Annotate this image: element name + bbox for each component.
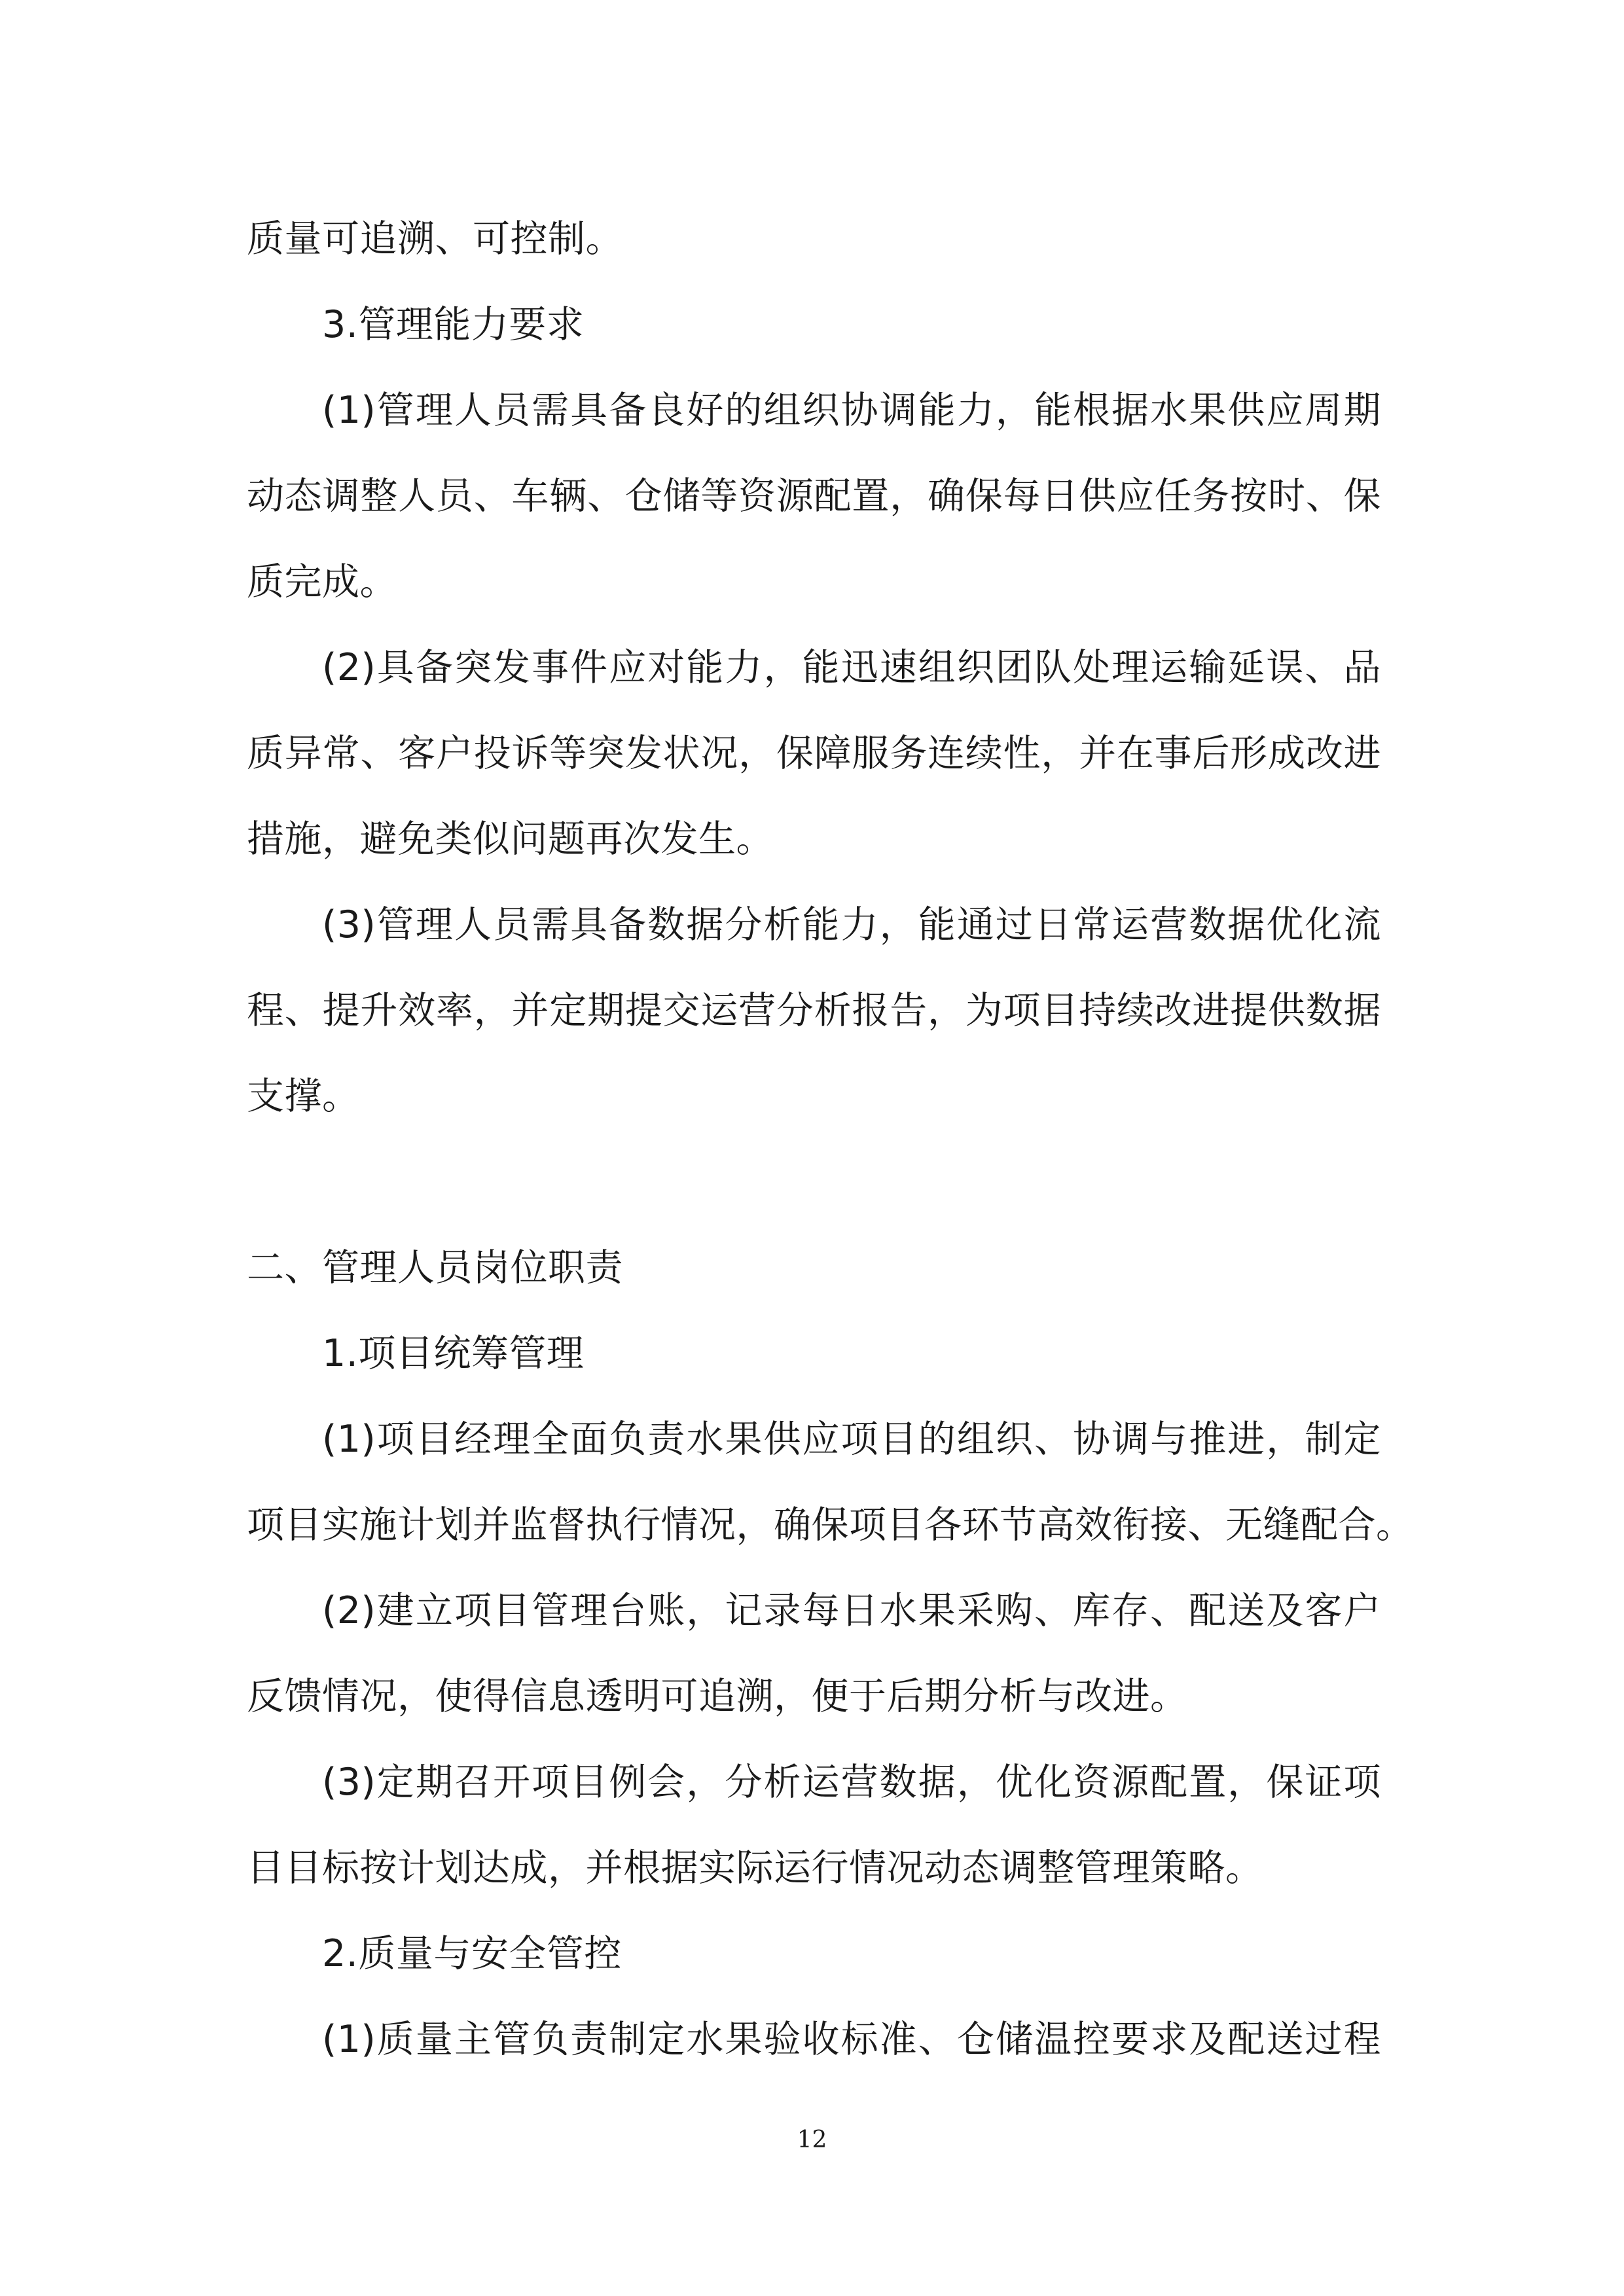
document-body (247, 196, 1414, 2083)
paragraph-line: 质完成。 (247, 560, 397, 603)
paragraph-line: (3)定期召开项目例会，分析运营数据，优化资源配置，保证项 (322, 1761, 1381, 1804)
page-number: 12 (797, 2126, 827, 2153)
subsection-heading: 3.管理能力要求 (322, 303, 585, 346)
paragraph-line: (1)管理人员需具备良好的组织协调能力，能根据水果供应周期 (322, 389, 1381, 432)
paragraph-line: 项目实施计划并监督执行情况，确保项目各环节高效衔接、无缝配合。 (247, 1503, 1414, 1547)
paragraph-line: 目目标按计划达成，并根据实际运行情况动态调整管理策略。 (247, 1846, 1263, 1890)
paragraph-line: (1)项目经理全面负责水果供应项目的组织、协调与推进，制定 (322, 1418, 1381, 1461)
paragraph-line: (2)建立项目管理台账，记录每日水果采购、库存、配送及客户 (322, 1589, 1381, 1632)
paragraph-line: (2)具备突发事件应对能力，能迅速组织团队处理运输延误、品 (322, 646, 1381, 689)
paragraph-line: 质量可追溯、可控制。 (247, 217, 623, 260)
paragraph-line: 措施，避免类似问题再次发生。 (247, 817, 774, 861)
paragraph-line: 质异常、客户投诉等突发状况，保障服务连续性，并在事后形成改进 (247, 732, 1381, 775)
paragraph-line: (1)质量主管负责制定水果验收标准、仓储温控要求及配送过程 (322, 2018, 1381, 2061)
paragraph-line: (3)管理人员需具备数据分析能力，能通过日常运营数据优化流 (322, 903, 1381, 946)
section-spacer (247, 1139, 1381, 1225)
section-heading: 二、管理人员岗位职责 (247, 1246, 623, 1289)
subsection-heading: 1.项目统筹管理 (322, 1332, 585, 1375)
subsection-heading: 2.质量与安全管控 (322, 1932, 622, 1975)
paragraph-line: 动态调整人员、车辆、仓储等资源配置，确保每日供应任务按时、保 (247, 475, 1381, 518)
paragraph-line: 程、提升效率，并定期提交运营分析报告，为项目持续改进提供数据 (247, 989, 1381, 1032)
paragraph-line: 反馈情况，使得信息透明可追溯，便于后期分析与改进。 (247, 1675, 1188, 1718)
paragraph-line: 支撑。 (247, 1075, 360, 1118)
